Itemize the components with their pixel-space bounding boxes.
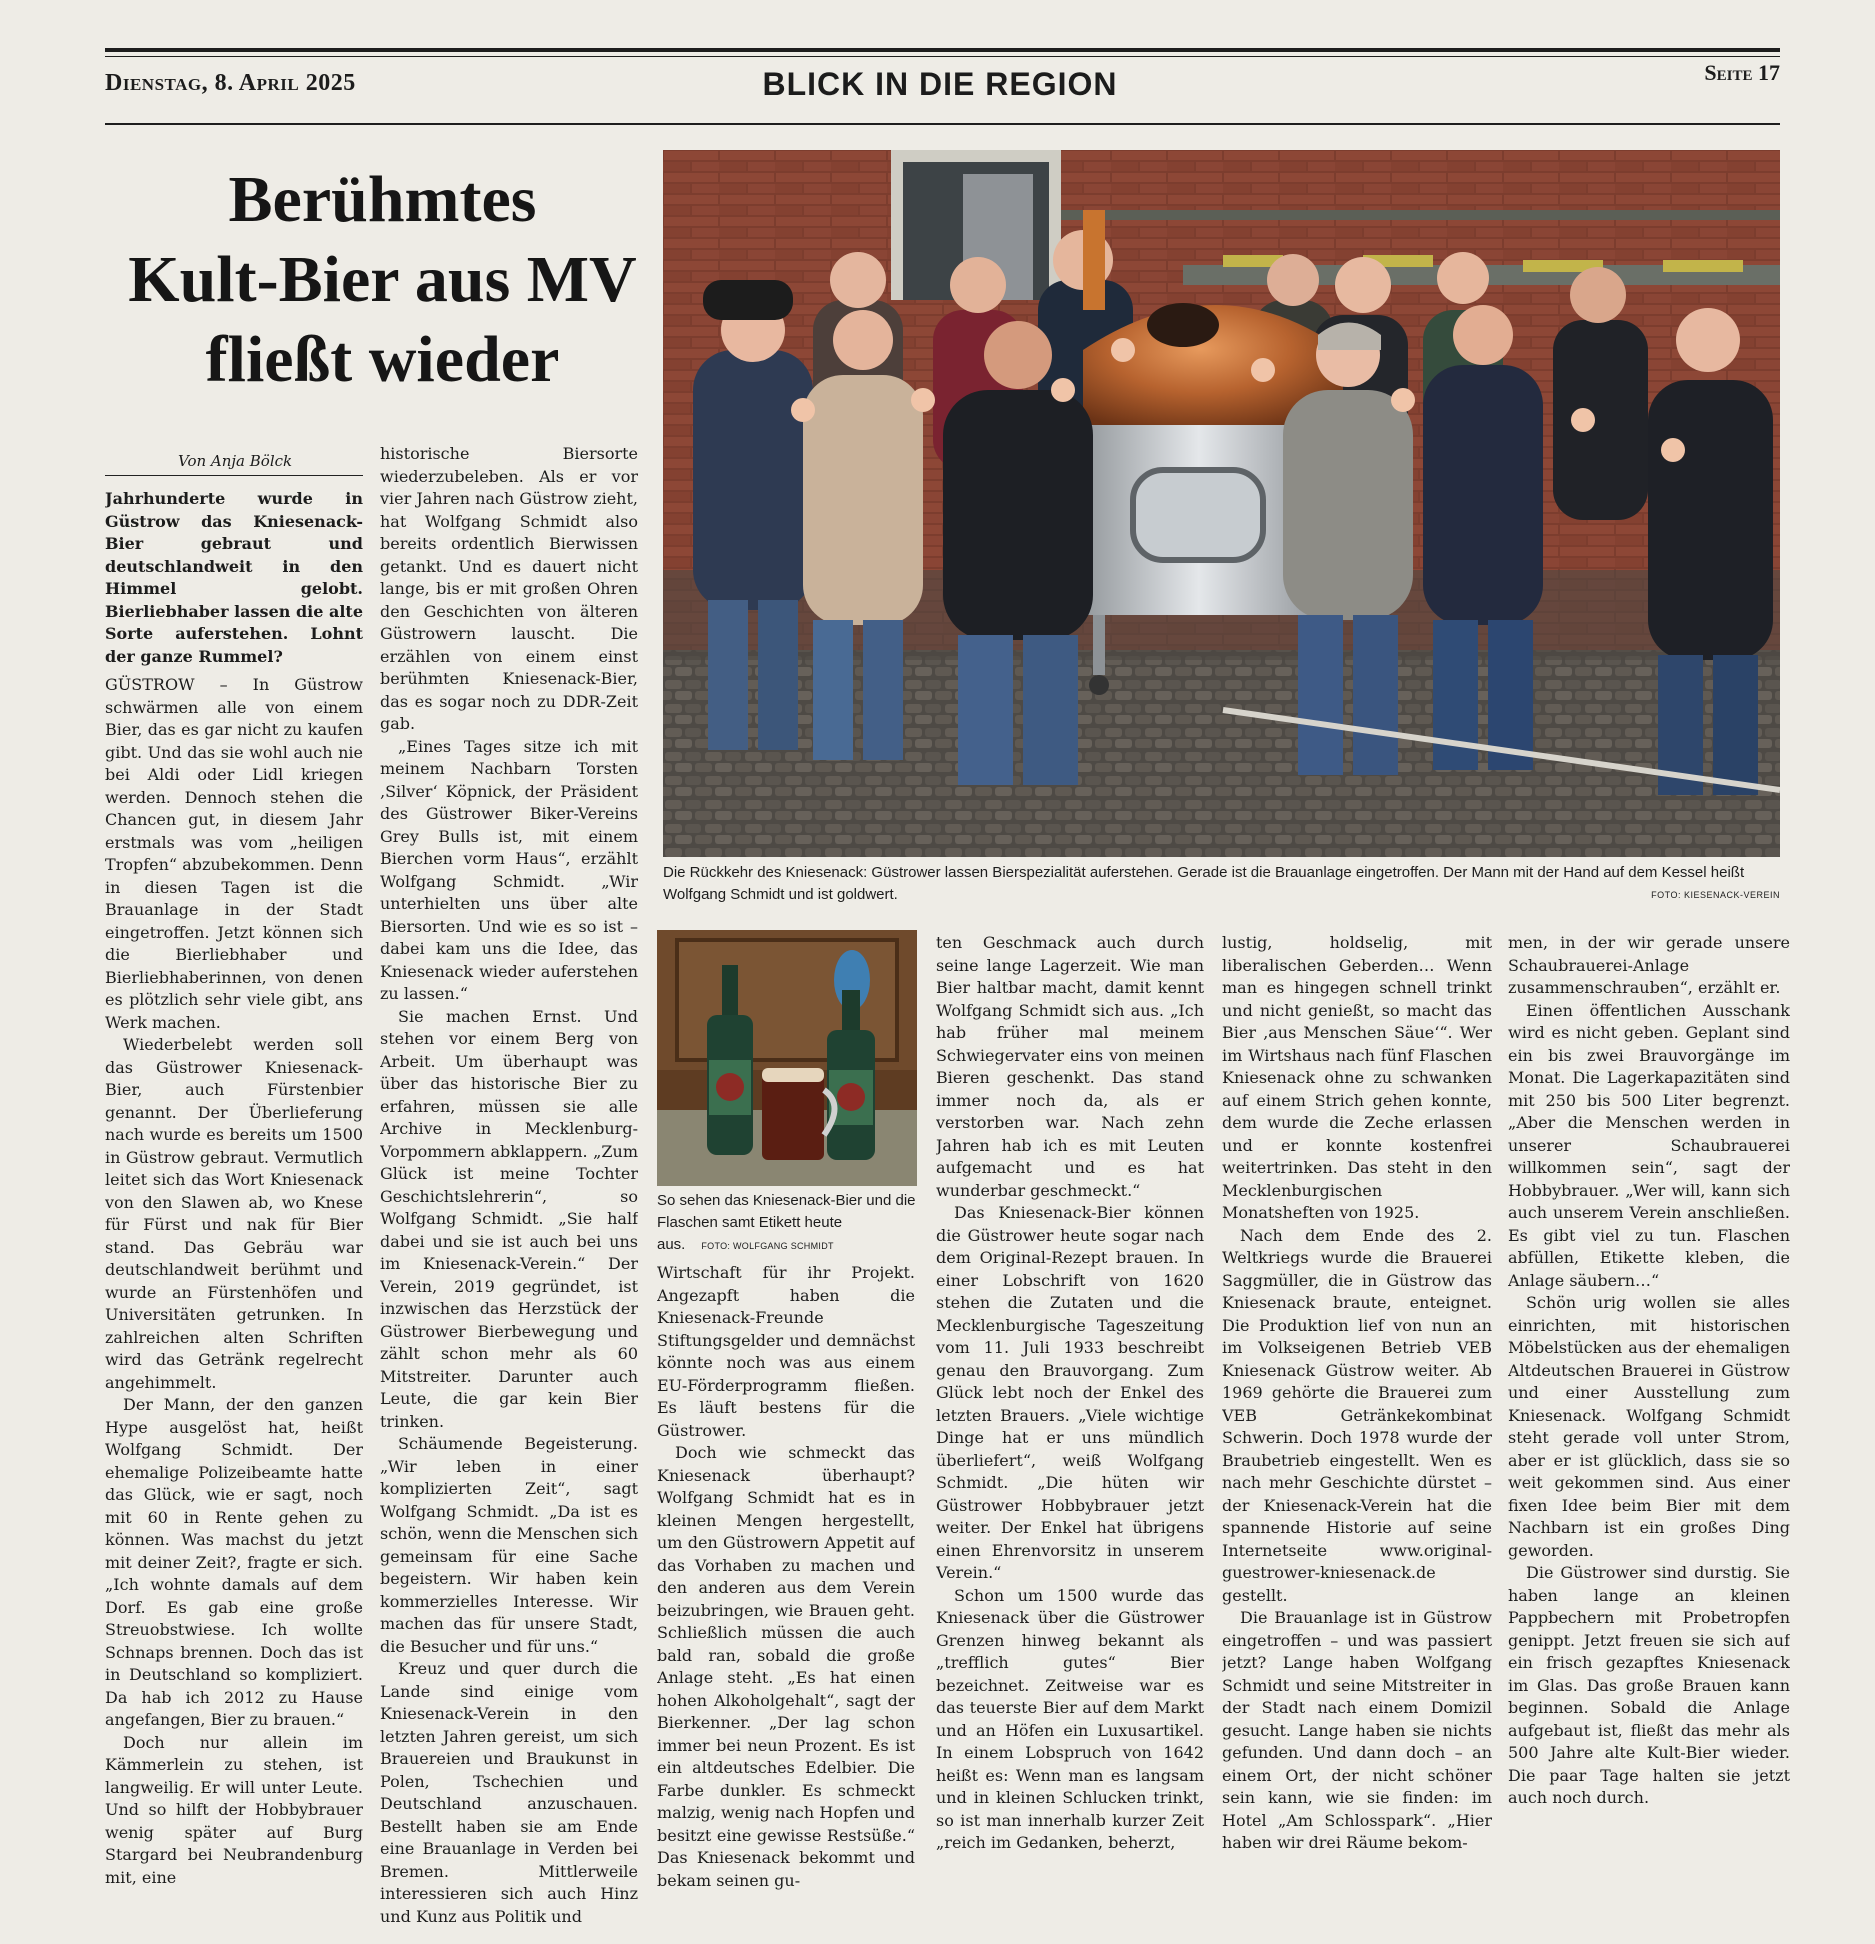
beer-photo-caption [657,1190,917,1257]
headline-line-2: Kult-Bier aus MV [128,243,637,316]
paragraph: historische Biersorte wiederzubeleben. Als er vor vier Jahren nach Güstrow zieht, hat Wolfgang Schmidt also bereits ordentlich Bierwissen getankt. Und es dauert nicht lange, bis er mit großen Ohren den Geschichten von älteren Güstrowern lauscht. Die erzählen von einem einst berühmten Kniesenack-Bier, das es sogar noch zu DDR-Zeit gab. [380,444,638,733]
article-column-3 [657,1262,915,1938]
paragraph: Einen öffentlichen Ausschank wird es nicht geben. Geplant sind ein bis zwei Brauvorgänge im Monat. Die Lagerkapazitäten sind mit 250 bis 500 Liter begrenzt. „Aber die Menschen werden in unserer Schaubrauerei willkommen sein“, sagt der Hobbybrauer. „Wer will, kann sich auch unserem Verein anschließen. Es gibt viel zu tun. Flaschen abfüllen, Etikette kleben, die Anlage säubern…“ [1508,1000,1790,1290]
article-headline [105,160,660,400]
beer-bottle-right [827,950,875,1160]
article-column-5 [1222,932,1492,1938]
paragraph: Schön urig wollen sie alles einrichten, mit historischen Möbelstücken aus der ehemaligen Altdeutschen Brauerei in Güstrow und einer Ausstellung zum Kniesenack. Wolfgang Schmidt steht gerade voll unter Strom, aber er ist glücklich, dass sie so weit gekommen sind. Aus einer fixen Idee beim Bier mit dem Nachbarn ist ein großes Ding geworden. [1508,1293,1790,1560]
main-photo-credit: FOTO: KIESENACK-VEREIN [1651,890,1780,900]
beer-photo-credit: FOTO: WOLFGANG SCHMIDT [701,1241,834,1251]
beer-caption-text: So sehen das Kniesenack-Bier und die Flaschen samt Etikett heute aus. [657,1192,916,1253]
beer-glass [762,1068,835,1160]
paragraph: Wiederbelebt werden soll das Güstrower Kniesenack-Bier, auch Fürstenbier genannt. Der Überlieferung nach wurde es bereits um 1500 in Güstrow gebraut. Vermutlich leitet sich das Wort Kniesenack von den Slawen ab, wo Knese für Fürst und nak für Bier stand. Das Gebräu war deutschlandweit berühmt und wurde an Fürstenhöfen und Universitäten getrunken. In zahlreichen alten Schriften wird das Getränk regelrecht angehimmelt. [105,1035,363,1392]
beer-photo [657,930,917,1186]
paragraph: ten Geschmack auch durch seine lange Lagerzeit. Wie man Bier haltbar macht, damit kennt Wolfgang Schmidt sich aus. „Ich hab früher mal meinem Schwiegervater eins von meinen Bieren geschenkt. Das stand immer noch da, als er verstorben war. Nach zehn Jahren hab ich es mit Leuten aufgemacht und es hat wunderbar geschmeckt.“ [936,933,1204,1200]
paragraph: Doch wie schmeckt das Kniesenack überhaupt? Wolfgang Schmidt hat es in kleinen Mengen hergestellt, um den Güstrowern Appetit auf das Vorhaben zu machen und den anderen aus dem Verein beizubringen, wie Brauen geht. Schließlich müssen die auch bald ran, sobald die große Anlage steht. „Es hat einen hohen Alkoholgehalt“, sagt der Bierkenner. „Der lag schon immer bei neun Prozent. Es ist ein altdeutsches Edelbier. Die Farbe dunkler. Es schmeckt malzig, wenig nach Hopfen und besitzt eine gewisse Restsüße.“ Das Kniesenack bekommt und bekam seinen gu- [657,1443,915,1890]
article-lead: Jahrhunderte wurde in Güstrow das Kniesenack-Bier gebraut und deutschlandweit in den Himmel gelobt. Bierliebhaber lassen die alte Sorte auferstehen. Lohnt der ganze Rummel? [105,489,363,666]
paragraph: Das Kniesenack-Bier können die Güstrower heute sogar nach dem Original-Rezept brauen. In einer Lobschrift von 1620 stehen die Zutaten und die Mecklenburgische Tageszeitung vom 11. Juli 1933 beschreibt genau den Brauvorgang. Zum Glück lebt noch der Enkel des letzten Brauers. „Viele wichtige Dinge hat er uns mündlich überliefert“, weiß Wolfgang Schmidt. „Die hüten wir Güstrower Hobbybrauer jetzt weiter. Der Enkel hat übrigens einen Ehrenvorsitz in unserem Verein.“ [936,1203,1204,1582]
paragraph: Nach dem Ende des 2. Weltkriegs wurde die Brauerei Saggmüller, die in Güstrow das Kniesenack braute, enteignet. Die Produktion lief von nun an im Volkseigenen Betrieb VEB Kniesenack Güstrow weiter. Ab 1969 gehörte die Brauerei zum VEB Getränkekombinat Schwerin. Doch 1978 wurde der Braubetrieb eingestellt. Wen es nach mehr Geschichte dürstet – der Kniesenack-Verein hat die spannende Historie auf seine Internetseite www.original-guestrower-kniesenack.de gestellt. [1222,1225,1492,1605]
paragraph: Schäumende Begeisterung. „Wir leben in einer komplizierten Zeit“, sagt Wolfgang Schmidt. „Da ist es schön, wenn die Menschen sich gemeinsam für eine Sache begeistern. Wir haben kein kommerzielles Interesse. Wir machen das für unsere Stadt, die Besucher und für uns.“ [380,1434,638,1656]
paragraph: Die Güstrower sind durstig. Sie haben lange an kleinen Pappbechern mit Probetropfen genippt. Jetzt freuen sie sich auf ein frisch gezapftes Kniesenack im Glas. Das große Brauen kann beginnen. Sobald die Anlage aufgebaut ist, fließt das mehr als 500 Jahre alte Kult-Bier wieder. Die paar Tage halten sie jetzt auch noch durch. [1508,1563,1790,1807]
paragraph: Doch nur allein im Kämmerlein zu stehen, ist langweilig. Er will unter Leute. Und so hilft der Hobbybrauer wenig später auf Burg Stargard bei Neubrandenburg mit, eine [105,1732,363,1887]
main-photo [663,150,1780,857]
paragraph: lustig, holdselig, mit liberalischen Geberden… Wenn man es hingegen schnell trinkt und nicht genießt, so macht das Bier ‚aus Menschen Säue‘“. Wer im Wirtshaus nach fünf Flaschen Kniesenack ohne zu schwanken auf einem Strich gehen konnte, dem wurde die Zeche erlassen und er konnte kostenfrei weitertrinken. Das steht in den Mecklenburgischen Monatsheften von 1925. [1222,933,1492,1222]
paragraph: men, in der wir gerade unsere Schaubrauerei-Anlage zusammenschrauben“, erzählt er. [1508,933,1790,997]
paragraph: Wirtschaft für ihr Projekt. Angezapft haben die Kniesenack-Freunde Stiftungsgelder und demnächst könnte noch was aus einem EU-Förderprogramm fließen. Es läuft bestens für die Güstrower. [657,1263,915,1440]
main-photo-illustration [663,150,1780,857]
header-rule-thin [105,56,1780,57]
issue-date: Dienstag, 8. April 2025 [105,70,356,96]
beer-photo-illustration [657,930,917,1186]
byline-rule [105,475,363,476]
paragraph: Kreuz und quer durch die Lande sind einige vom Kniesenack-Verein in den letzten Jahren gereist, um sich Brauereien und Braukunst in Polen, Tschechien und Deutschland anzuschauen. Bestellt haben sie am Ende eine Brauanlage in Verden bei Bremen. Mittlerweile interessieren sich auch Hinz und Kunz aus Politik und [380,1659,638,1926]
paragraph: Die Brauanlage ist in Güstrow eingetroffen – und was passiert jetzt? Lange haben Wolfgang Schmidt und seine Mitstreiter in der Stadt nach einem Domizil gesucht. Lange haben sie nichts gefunden. Und dann doch – an einem Ort, der nicht schöner sein kann, wie sie finden: im Hotel „Am Schlosspark“. „Hier haben wir drei Räume bekom- [1222,1608,1492,1852]
headline-line-3: fließt wieder [205,323,560,396]
headline-line-1: Berühmtes [228,163,537,236]
article-column-6 [1508,932,1790,1938]
header-rule-bottom [105,123,1780,125]
paragraph: „Eines Tages sitze ich mit meinem Nachbarn Torsten ‚Silver‘ Köpnick, der Präsident des Güstrower Biker-Vereins Grey Bulls ist, mit einem Bierchen vorm Haus“, erzählt Wolfgang Schmidt. „Wir unterhielten uns über alte Biersorten. Und wie es so ist – dabei kam uns die Idee, das Kniesenack wieder auferstehen zu lassen.“ [380,736,638,1003]
header-rule-top [105,48,1780,52]
paragraph: GÜSTROW – In Güstrow schwärmen alle von einem Bier, das es gar nicht zu kaufen gibt. Und das sie wohl auch nie bei Aldi oder Lidl kriegen werden. Dennoch stehen die Chancen gut, in diesem Jahr erstmals was vom „heiligen Tropfen“ abzubekommen. Denn in diesen Tagen ist die Brauanlage in der Stadt eingetroffen. Jetzt können sich die Bierliebhaber und Bierliebhaberinnen, von denen es plötzlich sehr viele gibt, ans Werk machen. [105,675,363,1032]
byline: Von Anja Bölck [178,452,293,470]
paragraph: Sie machen Ernst. Und stehen vor einem Berg von Arbeit. Um überhaupt was über das historische Bier zu erfahren, müssen sie alle Archive in Mecklenburg-Vorpommern abklappern. „Zum Glück ist meine Tochter Geschichtslehrerin“, so Wolfgang Schmidt. „Sie half dabei und sie ist auch bei uns im Kniesenack-Verein.“ Der Verein, 2019 gegründet, ist inzwischen das Herzstück der Güstrower Bierbewegung und zählt schon mehr als 60 Mitstreiter. Darunter auch Leute, die gar kein Bier trinken. [380,1006,638,1431]
main-photo-caption: Die Rückkehr des Kniesenack: Güstrower lassen Bierspezialität auferstehen. Gerade ist die Brauanlage eingetroffen. Der Mann mit der Hand auf dem Kessel heißt Wolfgang Schmidt und ist goldwert. [663,864,1745,903]
article-column-1 [105,488,363,1938]
page-number: Seite 17 [1704,60,1780,85]
paragraph: Schon um 1500 wurde das Kniesenack über die Güstrower Grenzen hinweg bekannt als „trefflich gutes“ Bier bezeichnet. Zeitweise war es das teuerste Bier auf dem Markt und an Höfen ein Luxusartikel. In einem Lobspruch von 1642 heißt es: Wenn man es langsam und in kleinen Schlucken trinkt, so ist man innerhalb kurzer Zeit „reich im Gedanken, beherzt, [936,1585,1204,1852]
article-column-2 [380,443,638,1938]
article-column-4 [936,932,1204,1938]
section-title: BLICK IN DIE REGION [762,66,1118,102]
paragraph: Der Mann, der den ganzen Hype ausgelöst hat, heißt Wolfgang Schmidt. Der ehemalige Polizeibeamte hatte das Glück, wie er sagt, noch mit 60 in Rente gehen zu können. Was machst du jetzt mit deiner Zeit?, fragte er sich. „Ich wohnte damals auf dem Dorf. Es gab eine große Streuobstwiese. Ich wollte Schnaps brennen. Doch das ist in Deutschland so kompliziert. Da hab ich 2012 zu Hause angefangen, Bier zu brauen.“ [105,1395,363,1729]
